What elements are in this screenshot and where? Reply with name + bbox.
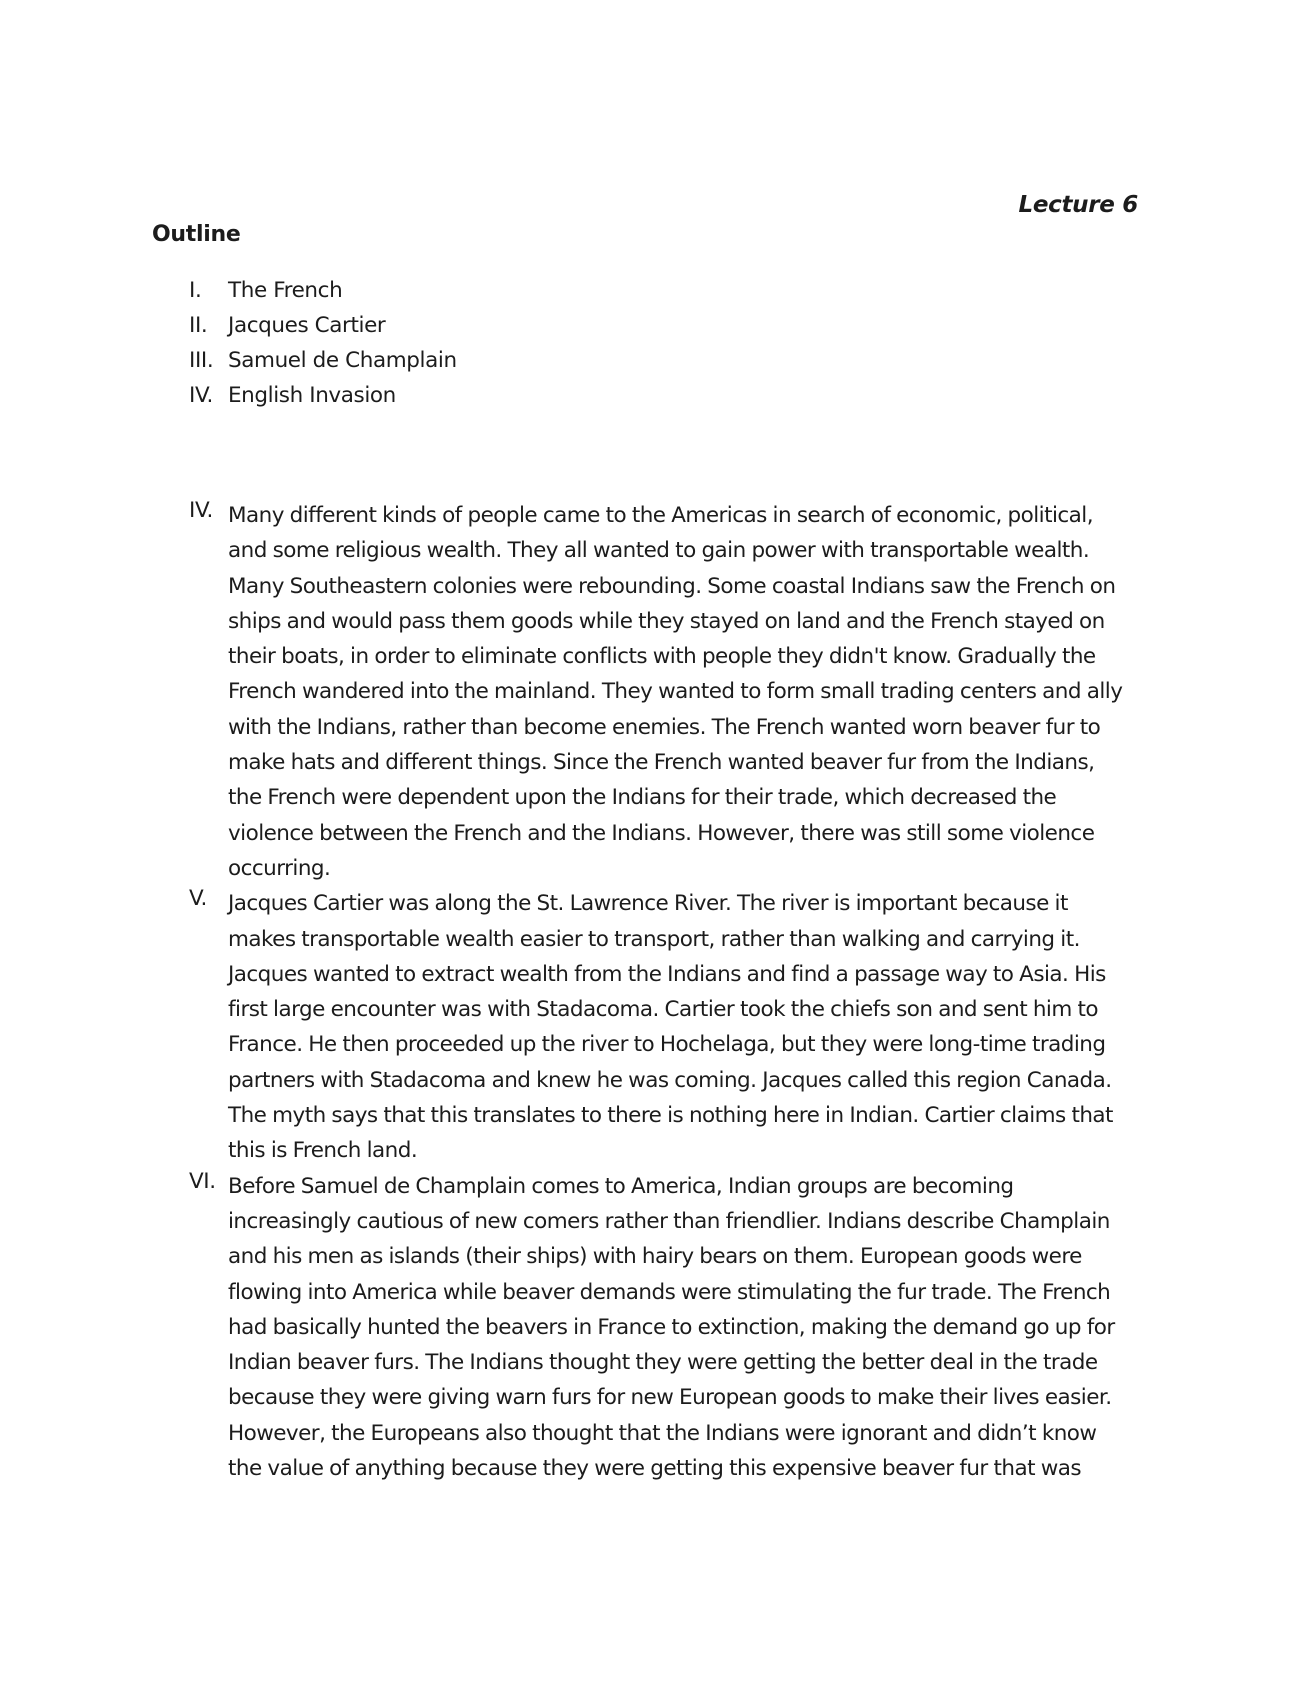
- paragraph-line: Many Southeastern colonies were rebounding. Some coastal Indians saw the French on: [228, 573, 1116, 599]
- paragraph-text: [228, 886, 1133, 1168]
- paragraph-line: Before Samuel de Champlain comes to America, Indian groups are becoming: [228, 1173, 1014, 1199]
- outline-item-number: III.: [189, 348, 214, 373]
- paragraph-number: V.: [189, 886, 207, 912]
- paragraph-line: their boats, in order to eliminate conflicts with people they didn't know. Gradually the: [228, 644, 1096, 670]
- paragraph-line: ships and would pass them goods while they stayed on land and the French stayed on: [228, 608, 1105, 634]
- paragraph-number: IV.: [189, 498, 213, 523]
- paragraph-line: and some religious wealth. They all wanted to gain power with transportable wealth.: [228, 538, 1090, 564]
- paragraph-line: this is French land.: [228, 1138, 418, 1164]
- paragraph-line: increasingly cautious of new comers rather than friendlier. Indians describe Champlain: [228, 1208, 1110, 1234]
- paragraph-number: VI.: [189, 1168, 216, 1194]
- paragraph-line: the value of anything because they were getting this expensive beaver fur that was: [228, 1456, 1082, 1482]
- paragraph-line: occurring.: [228, 855, 331, 881]
- paragraph-line: had basically hunted the beavers in France to extinction, making the demand go up for: [228, 1314, 1115, 1340]
- paragraph-cartier: [0, 886, 1306, 1168]
- paragraph-champlain: [0, 1169, 1306, 1487]
- outline-item-number: I.: [189, 278, 202, 303]
- paragraph-line: partners with Stadacoma and knew he was coming. Jacques called this region Canada.: [228, 1067, 1112, 1093]
- paragraph-line: France. He then proceeded up the river to Hochelaga, but they were long-time trading: [228, 1032, 1106, 1058]
- outline-item-text: Jacques Cartier: [228, 313, 386, 338]
- paragraph-line: the French were dependent upon the Indians for their trade, which decreased the: [228, 785, 1057, 811]
- outline-item-text: Samuel de Champlain: [228, 348, 457, 373]
- paragraph-line: with the Indians, rather than become enemies. The French wanted worn beaver fur to: [228, 714, 1101, 740]
- paragraph-line: Indian beaver furs. The Indians thought they were getting the better deal in the trade: [228, 1350, 1098, 1376]
- outline-item-text: English Invasion: [228, 383, 396, 408]
- paragraph-line: The myth says that this translates to there is nothing here in Indian. Cartier claims that: [228, 1103, 1113, 1129]
- paragraph-french: [0, 498, 1306, 886]
- paragraph-line: first large encounter was with Stadacoma. Cartier took the chiefs son and sent him to: [228, 997, 1099, 1023]
- lecture-number: Lecture 6: [1018, 192, 1138, 218]
- paragraph-line: because they were giving warn furs for new European goods to make their lives easier.: [228, 1385, 1112, 1411]
- paragraph-line: Jacques Cartier was along the St. Lawrence River. The river is important because it: [228, 891, 1068, 917]
- notes-paragraphs: [0, 498, 1306, 1486]
- paragraph-line: make hats and different things. Since the French wanted beaver fur from the Indians,: [228, 750, 1095, 776]
- paragraph-line: makes transportable wealth easier to transport, rather than walking and carrying it.: [228, 926, 1080, 952]
- paragraph-line: and his men as islands (their ships) with hairy bears on them. European goods were: [228, 1244, 1082, 1270]
- paragraph-line: However, the Europeans also thought that the Indians were ignorant and didn’t know: [228, 1420, 1097, 1446]
- paragraph-line: flowing into America while beaver demands were stimulating the fur trade. The French: [228, 1279, 1111, 1305]
- paragraph-line: Many different kinds of people came to the Americas in search of economic, political,: [228, 503, 1093, 528]
- paragraph-line: violence between the French and the Indians. However, there was still some violence: [228, 820, 1095, 846]
- outline-heading: Outline: [152, 222, 241, 247]
- outline-item-text: The French: [228, 278, 343, 303]
- paragraph-text: [228, 1169, 1133, 1487]
- paragraph-line: Jacques wanted to extract wealth from the Indians and find a passage way to Asia. His: [228, 961, 1106, 987]
- outline-item-number: II.: [189, 313, 208, 338]
- paragraph-line: French wandered into the mainland. They wanted to form small trading centers and ally: [228, 679, 1123, 705]
- paragraph-text: [228, 498, 1133, 886]
- outline-item-number: IV.: [189, 383, 213, 408]
